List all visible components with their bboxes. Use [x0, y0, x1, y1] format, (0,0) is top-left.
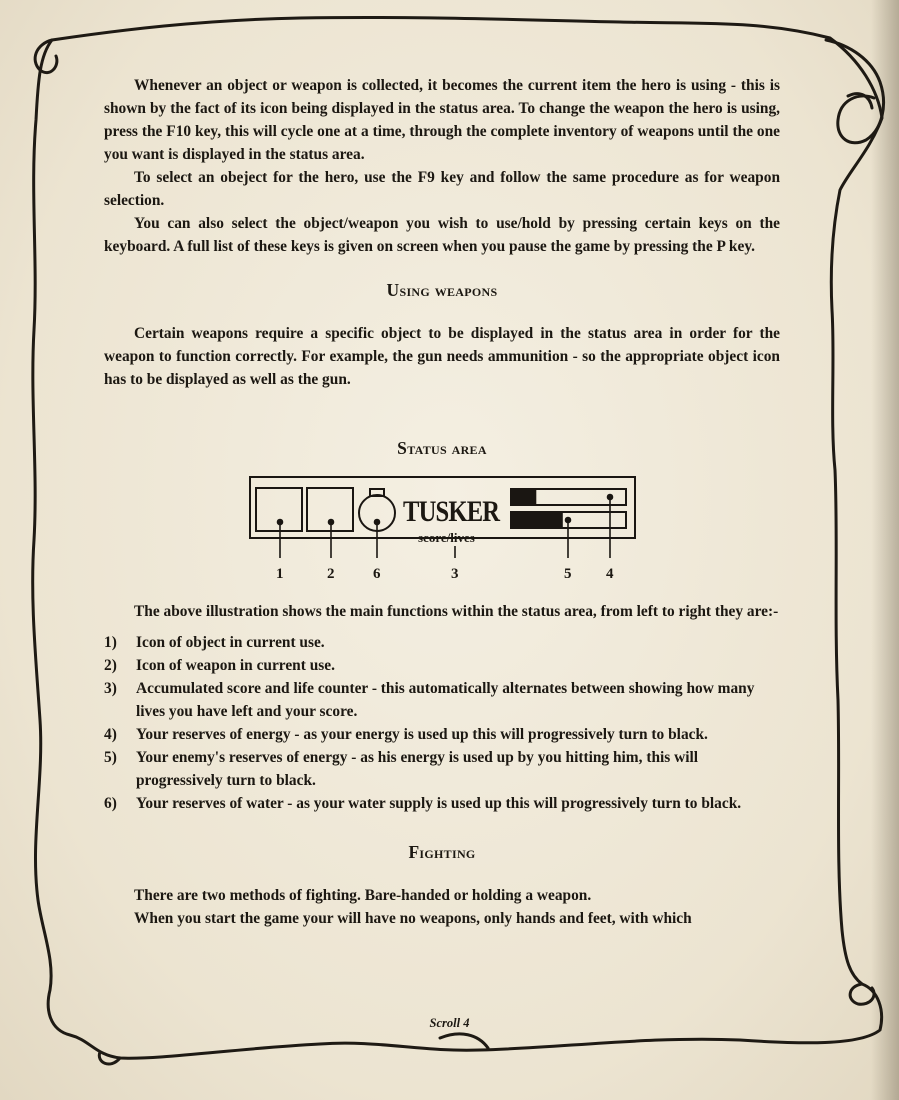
- heading-using-weapons: Using weapons: [386, 280, 498, 300]
- scroll-curl-topleft: [35, 40, 57, 73]
- tusker-logo: TUSKER: [403, 495, 500, 528]
- list-item-text: Your enemy's reserves of energy - as his energy is used up by you hitting him, this will progressively turn to black.: [136, 749, 699, 789]
- callout-number-6: 6: [373, 566, 381, 582]
- list-item-text: Accumulated score and life counter - this automatically alternates between showing how many lives you have left and your score.: [136, 680, 755, 720]
- list-item-number: 2): [104, 657, 117, 674]
- heading-fighting: Fighting: [408, 842, 476, 862]
- callout-number-5: 5: [564, 566, 572, 582]
- heading-status-area: Status area: [397, 438, 487, 458]
- enemy-energy-bar-black-fill: [511, 512, 563, 528]
- page-footer: Scroll 4: [429, 1016, 470, 1030]
- intro-paragraph-2: To select an obeject for the hero, use the F9 key and follow the same procedure as for weapon selection.: [104, 169, 780, 209]
- list-item-number: 1): [104, 634, 117, 651]
- list-item-text: Your reserves of energy - as your energy is used up this will progressively turn to black.: [136, 726, 708, 743]
- callout-number-2: 2: [327, 566, 335, 582]
- using-weapons-paragraph: Certain weapons require a specific object to be displayed in the status area in order for the weapon to function correctly. For example, the gun needs ammunition - so the appropriate object icon has to be displayed as well as the gun.: [104, 325, 780, 388]
- status-functions-list: [104, 631, 780, 815]
- intro-paragraph-1: Whenever an object or weapon is collected, it becomes the current item the hero is using - this is shown by the fact of its icon being displayed in the status area. To change the weapon the hero is using, press the F10 key, this will cycle one at a time, through the complete inventory of weapons until the one you want is displayed in the status area.: [104, 77, 780, 163]
- list-item-number: 6): [104, 795, 117, 812]
- scroll-wave-bottom: [440, 1034, 488, 1048]
- list-item-number: 3): [104, 680, 117, 697]
- status-area-intro: The above illustration shows the main functions within the status area, from left to right they are:-: [134, 603, 779, 620]
- energy-bar-black-fill: [511, 489, 536, 505]
- callout-number-4: 4: [606, 566, 614, 582]
- list-item-text: Your reserves of water - as your water supply is used up this will progressively turn to black.: [136, 795, 742, 812]
- callout-number-1: 1: [276, 566, 284, 582]
- list-item: [104, 654, 780, 677]
- list-item: [104, 792, 780, 815]
- list-item-number: 5): [104, 749, 117, 766]
- list-item-text: Icon of object in current use.: [136, 634, 325, 651]
- fighting-paragraph-1: There are two methods of fighting. Bare-handed or holding a weapon.: [134, 887, 592, 904]
- score-lives-label: score/lives: [418, 530, 475, 545]
- list-item: [104, 723, 780, 746]
- page-content: [104, 74, 780, 930]
- callout-number-3: 3: [451, 566, 459, 582]
- list-item-number: 4): [104, 726, 117, 743]
- list-item: [104, 677, 780, 723]
- list-item-text: Icon of weapon in current use.: [136, 657, 335, 674]
- list-item: [104, 746, 780, 792]
- scroll-curl-bottom: [850, 984, 874, 1004]
- intro-paragraph-3: You can also select the object/weapon you wish to use/hold by pressing certain keys on the keyboard. A full list of these keys is given on screen when you pause the game by pressing the P key.: [104, 215, 780, 255]
- list-item: [104, 631, 780, 654]
- fighting-paragraph-2: When you start the game your will have no weapons, only hands and feet, with which: [134, 910, 692, 927]
- status-area-illustration: [104, 460, 780, 600]
